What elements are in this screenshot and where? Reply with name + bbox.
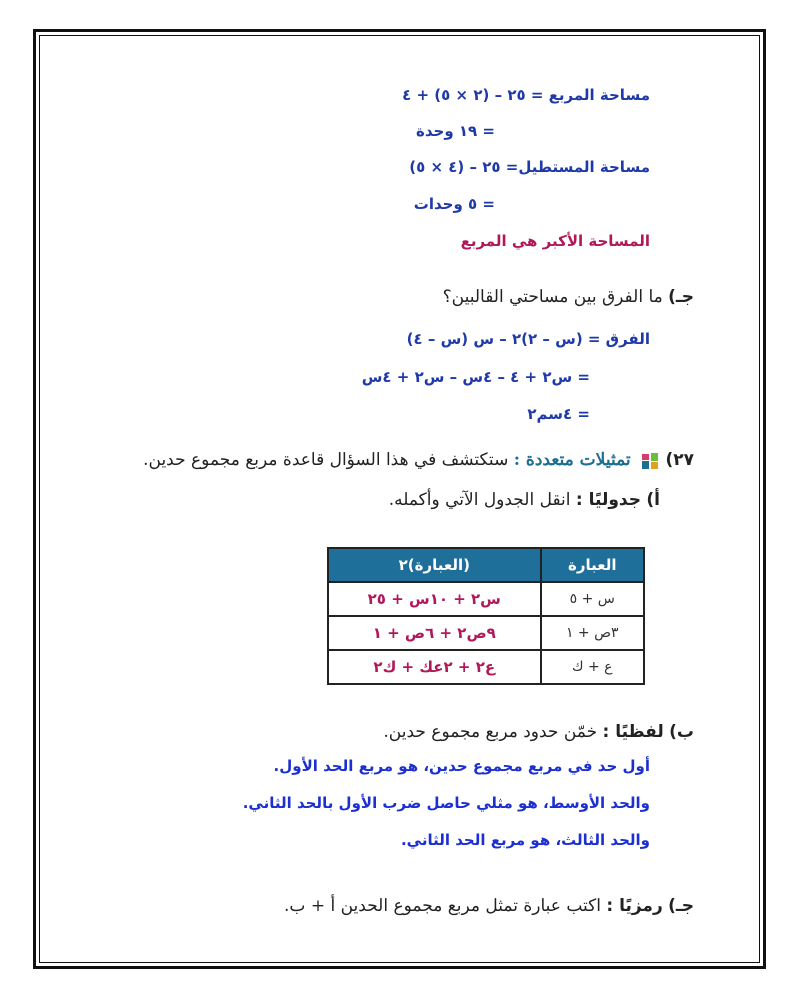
question-c-label: جـ): [668, 287, 694, 307]
question-27: [143, 450, 694, 471]
question-c-text: ما الفرق بين مساحتي القالبين؟: [442, 287, 663, 307]
question-27-number: ٢٧): [665, 450, 694, 470]
table-cell-expression: س + ٥: [541, 582, 644, 616]
larger-area-conclusion: المساحة الأكبر هي المربع: [460, 232, 650, 250]
question-a-text: انقل الجدول الآتي وأكمله.: [388, 490, 571, 510]
answer-line-1: أول حد في مربع مجموع حدين، هو مربع الحد الأول.: [273, 757, 650, 775]
question-a-label: أ): [646, 490, 660, 510]
question-c-symbolic-text: اكتب عبارة تمثل مربع مجموع الحدين أ + ب.: [284, 896, 601, 916]
question-b: [383, 722, 694, 742]
question-c-symbolic: [284, 896, 694, 916]
difference-line-2: = س٢ + ٤ – ٤س – س٢ + ٤س: [361, 368, 590, 386]
answer-line-3: والحد الثالث، هو مربع الحد الثاني.: [400, 831, 650, 849]
table-cell-square: ٩ص٢ + ٦ص + ١: [328, 616, 541, 650]
question-b-label: ب): [669, 722, 694, 742]
question-27-label: تمثيلات متعددة :: [513, 450, 631, 470]
table-cell-square: س٢ + ١٠س + ٢٥: [328, 582, 541, 616]
square-area-result: = ١٩ وحدة: [416, 122, 495, 140]
table-header-row: [328, 548, 644, 582]
question-b-text: خمّن حدود مربع مجموع حدين.: [383, 722, 598, 742]
answer-line-2: والحد الأوسط، هو مثلي حاصل ضرب الأول بالحد الثاني.: [242, 794, 650, 812]
multiple-representations-icon: [640, 451, 660, 471]
question-c: [443, 287, 694, 307]
table-cell-square: ع٢ + ٢عك + ك٢: [328, 650, 541, 684]
table-header-expression: العبارة: [541, 548, 644, 582]
question-b-bold: لفظيًا :: [602, 722, 664, 742]
table-cell-expression: ٣ص + ١: [541, 616, 644, 650]
table-header-square: (العبارة)٢: [328, 548, 541, 582]
rectangle-area-result: = ٥ وحدات: [413, 195, 495, 213]
question-c-symbolic-bold: رمزيًا :: [606, 896, 663, 916]
table-cell-expression: ع + ك: [541, 650, 644, 684]
question-a: [389, 490, 660, 510]
table-row: [328, 650, 644, 684]
question-a-bold: جدوليًا :: [575, 490, 641, 510]
table-row: [328, 616, 644, 650]
rectangle-area-line: مساحة المستطيل= ٢٥ – (٤ × ٥): [409, 158, 650, 176]
table-row: [328, 582, 644, 616]
question-27-text: ستكتشف في هذا السؤال قاعدة مربع مجموع حدين.: [143, 450, 509, 470]
difference-line-1: الفرق = (س – ٢)٢ – س (س – ٤): [406, 330, 650, 348]
square-area-line: مساحة المربع = ٢٥ – (٢ × ٥) + ٤: [402, 86, 650, 104]
square-table: [327, 547, 645, 685]
question-c-symbolic-label: جـ): [668, 896, 694, 916]
difference-line-3: = ٤سم٢: [527, 405, 590, 423]
